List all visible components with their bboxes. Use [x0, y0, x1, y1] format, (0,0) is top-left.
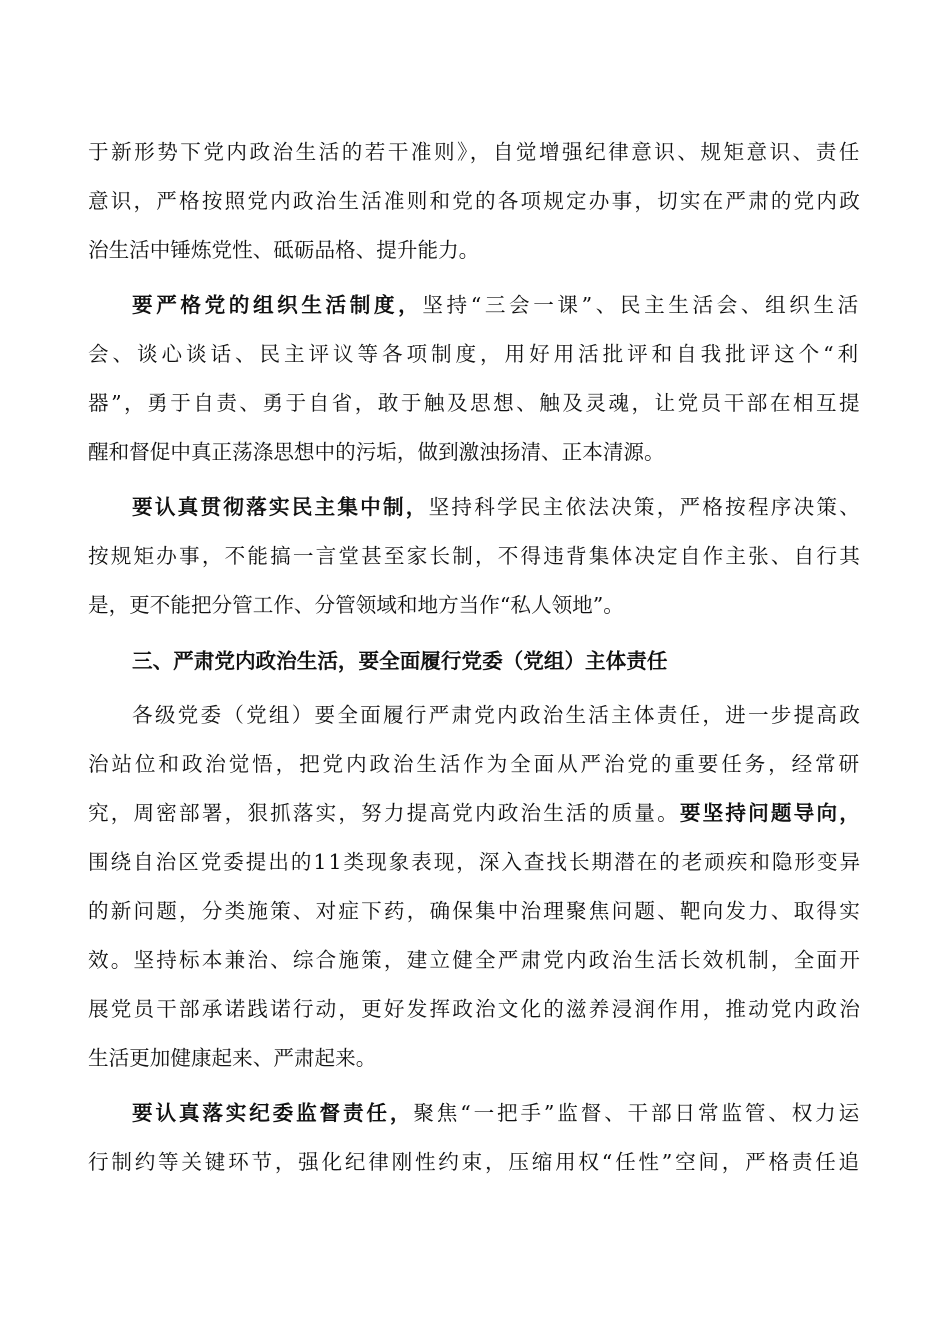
text-run: 聚焦“一把手”监督、干部日常监管、权力运: [413, 1101, 863, 1125]
bold-heading-run: 要认真贯彻落实民主集中制，: [132, 495, 429, 519]
text-line: [132, 490, 862, 524]
text-line: [88, 796, 862, 830]
text-run: 坚持科学民主依法决策，严格按程序决策、: [428, 495, 863, 519]
text-line: [132, 1096, 862, 1130]
text-run: 醒和督促中真正荡涤思想中的污垢，做到激浊扬清、正本清源。: [88, 440, 665, 464]
text-line: [88, 184, 862, 218]
text-line: [88, 1041, 862, 1075]
text-line: [88, 337, 862, 371]
text-run: 按规矩办事，不能搞一言堂甚至家长制，不得违背集体决定自作主张、自行其: [88, 544, 862, 568]
text-line: [88, 386, 862, 420]
text-line: [88, 1145, 862, 1179]
text-run: 效。坚持标本兼治、综合施策，建立健全严肃党内政治生活长效机制，全面开: [88, 948, 862, 972]
section-heading-text: 三、严肃党内政治生活，要全面履行党委（党组）主体责任: [132, 649, 668, 673]
text-line: [88, 894, 862, 928]
bold-heading-run: 要坚持问题导向，: [679, 801, 862, 825]
text-run: 展党员干部承诺践诺行动，更好发挥政治文化的滋养浸润作用，推动党内政治: [88, 997, 862, 1021]
text-line: [132, 698, 862, 732]
text-line: [88, 539, 862, 573]
text-run: 会、谈心谈话、民主评议等各项制度，用好用活批评和自我批评这个“利: [88, 342, 863, 366]
section-heading: [132, 644, 862, 678]
text-line: [88, 845, 862, 879]
text-line: [132, 288, 862, 322]
text-run: 围绕自治区党委提出的11类现象表现，深入查找长期潜在的老顽疾和隐形变异: [88, 850, 863, 874]
text-run: 治生活中锤炼党性、砥砺品格、提升能力。: [88, 238, 480, 262]
bold-heading-run: 要认真落实纪委监督责任，: [132, 1101, 414, 1125]
text-run: 各级党委（党组）要全面履行严肃党内政治生活主体责任，进一步提高政: [132, 703, 863, 727]
text-run: 坚持“三会一课”、民主生活会、组织生活: [422, 293, 862, 317]
text-run: 行制约等关键环节，强化纪律刚性约束，压缩用权“任性”空间，严格责任追: [88, 1150, 862, 1174]
bold-heading-run: 要严格党的组织生活制度，: [132, 293, 423, 317]
text-run: 器”，勇于自责、勇于自省，敢于触及思想、触及灵魂，让党员干部在相互提: [88, 391, 863, 415]
text-run: 是，更不能把分管工作、分管领域和地方当作“私人领地”。: [88, 593, 624, 617]
text-line: [88, 588, 862, 622]
text-line: [88, 747, 862, 781]
text-line: [88, 943, 862, 977]
text-run: 生活更加健康起来、严肃起来。: [88, 1046, 377, 1070]
text-run: 的新问题，分类施策、对症下药，确保集中治理聚焦问题、靶向发力、取得实: [88, 899, 862, 923]
text-line: [88, 992, 862, 1026]
text-line: [88, 135, 862, 169]
text-run: 意识，严格按照党内政治生活准则和党的各项规定办事，切实在严肃的党内政: [88, 189, 862, 213]
text-line: [88, 435, 862, 469]
text-run: 于新形势下党内政治生活的若干准则》，自觉增强纪律意识、规矩意识、责任: [88, 140, 862, 164]
text-run: 究，周密部署，狠抓落实，努力提高党内政治生活的质量。: [88, 801, 680, 825]
text-line: [88, 233, 862, 267]
text-run: 治站位和政治觉悟，把党内政治生活作为全面从严治党的重要任务，经常研: [88, 752, 862, 776]
